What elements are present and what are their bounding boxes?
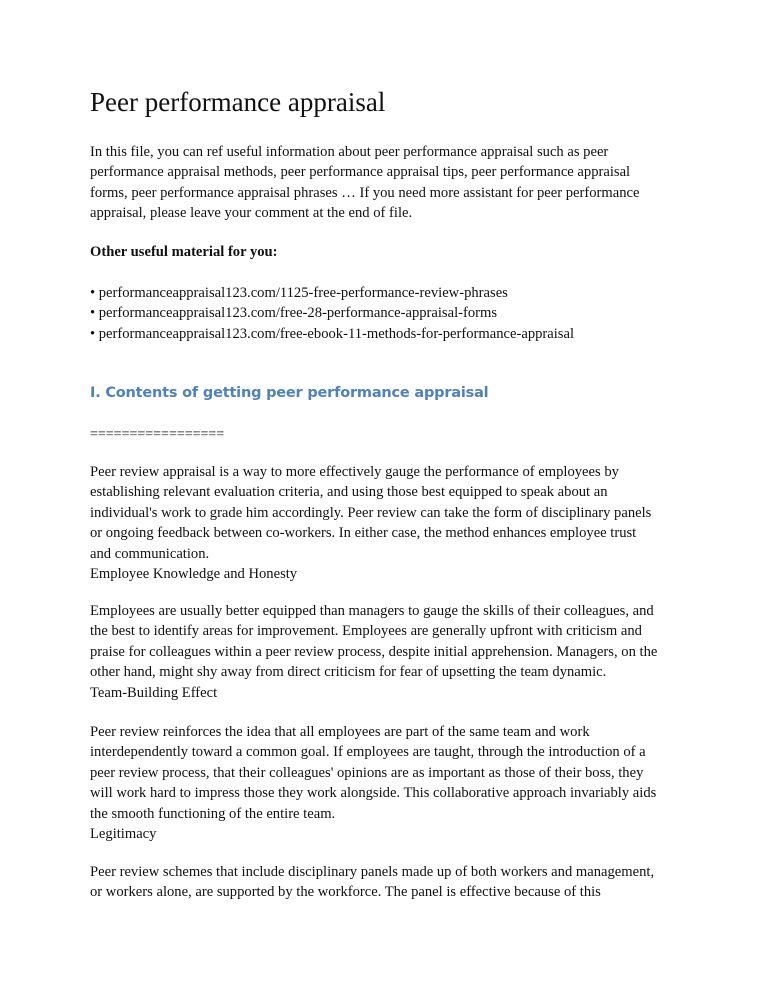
text-line: In this file, you can ref useful information about peer performance appraisal such as peer	[90, 144, 609, 160]
paragraph	[90, 601, 657, 703]
intro-paragraph	[90, 142, 639, 224]
subheading: Legitimacy	[90, 825, 157, 842]
text-line: interdependently toward a common goal. If employees are taught, through the introduction of a	[90, 744, 646, 761]
text-line: forms, peer performance appraisal phrases … If you need more assistant for peer performance	[90, 184, 640, 201]
text-line: individual's work to grade him accordingly. Peer review can take the form of disciplinary panels	[90, 504, 652, 521]
document-title: Peer performance appraisal	[90, 87, 386, 117]
other-material-label: Other useful material for you:	[90, 244, 278, 260]
text-line: establishing relevant evaluation criteria, and using those best equipped to speak about an	[90, 484, 608, 501]
links-list	[90, 283, 574, 344]
paragraph	[90, 722, 656, 844]
text-line: Peer review schemes that include disciplinary panels made up of both workers and management,	[90, 864, 655, 880]
text-line: or workers alone, are supported by the workforce. The panel is effective because of this	[90, 884, 601, 901]
text-line: the smooth functioning of the entire team.	[90, 805, 336, 822]
text-line: Employees are usually better equipped than managers to gauge the skills of their colleagues, and	[90, 603, 654, 619]
subheading: Team-Building Effect	[90, 684, 218, 701]
text-line: Peer review appraisal is a way to more effectively gauge the performance of employees by	[90, 464, 619, 480]
text-line: the best to identify areas for improvement. Employees are generally upfront with criticism and	[90, 623, 642, 640]
text-line: and communication.	[90, 545, 210, 562]
text-line: peer review process, that their colleagues' opinions are as important as those of their boss, they	[90, 764, 644, 781]
text-line: or ongoing feedback between co-workers. In either case, the method enhances employee trust	[90, 525, 637, 542]
link-item[interactable]: • performanceappraisal123.com/1125-free-performance-review-phrases	[90, 285, 508, 301]
link-item[interactable]: • performanceappraisal123.com/free-28-performance-appraisal-forms	[90, 305, 498, 322]
text-line: other hand, might shy away from direct criticism for fear of upsetting the team dynamic.	[90, 664, 607, 681]
text-line: performance appraisal methods, peer performance appraisal tips, peer performance appraisal	[90, 164, 631, 181]
section-heading: I. Contents of getting peer performance appraisal	[90, 385, 489, 401]
text-line: praise for colleagues within a peer review process, despite initial apprehension. Managers, on the	[90, 643, 658, 660]
text-line: Peer review reinforces the idea that all employees are part of the same team and work	[90, 724, 590, 740]
text-line: appraisal, please leave your comment at the end of file.	[90, 205, 413, 222]
subheading: Employee Knowledge and Honesty	[90, 565, 298, 582]
link-item[interactable]: • performanceappraisal123.com/free-ebook-11-methods-for-performance-appraisal	[90, 325, 575, 342]
paragraph	[90, 462, 651, 584]
paragraph	[90, 862, 654, 903]
text-line: will work hard to impress those they work alongside. This collaborative approach invariably aids	[90, 785, 657, 802]
separator: =================	[90, 427, 225, 442]
